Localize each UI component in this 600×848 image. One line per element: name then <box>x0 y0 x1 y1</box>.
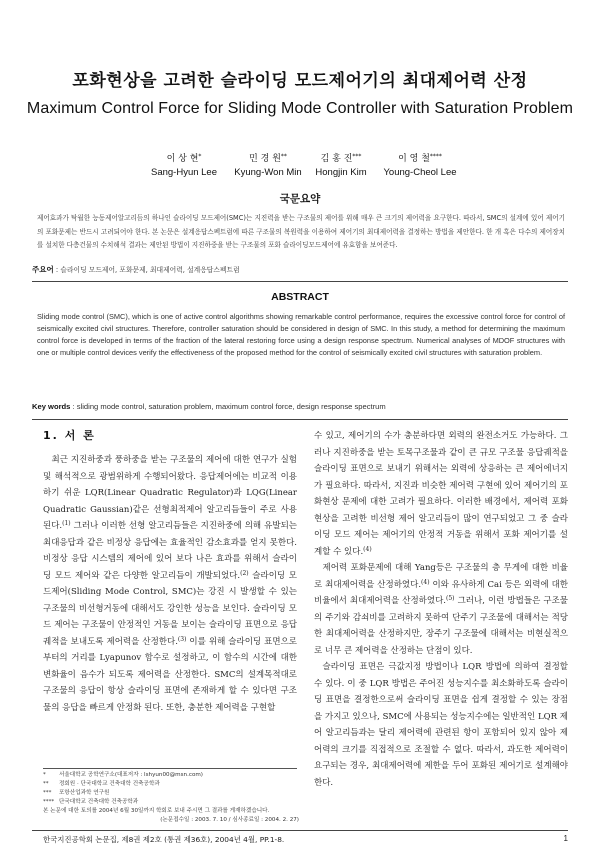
citation-ref: (5) <box>446 595 455 602</box>
section-heading <box>43 427 96 443</box>
author-2-korean: 민 경 원 <box>249 154 281 164</box>
section-title: 서 론 <box>64 429 96 442</box>
page-number: 1 <box>563 834 568 843</box>
footnote: * 서울대학교 공학연구소(대표저자 : lshyun00@msn.com) <box>43 772 203 778</box>
korean-abstract-text: 제어효과가 탁월한 능동제어알고리듬의 하나인 슬라이딩 모드제어(SMC)는 지진력을 받는 구조물의 제어를 위해 매우 큰 크기의 제어력을 요구한다. 따라서, SMC의 설계에 있어 제어기의 포화문제는 반드시 고려되어야 한다. 본 논문은 설계응답스펙트럼에 따른 구조물의 복원력을 이용하여 제어기의 최대제어력을 결정하는 방법을 제안한다. 한 개 혹은 다수의 제어장치를 설치한 다층건물의 수치해석 결과는 제안된 방법이 지진하중을 받는 구조물의 포화 슬라이딩모드제어에 유효함을 보여준다. <box>37 214 565 249</box>
divider-after-korean-abstract <box>32 281 568 282</box>
footer-divider <box>32 830 568 831</box>
korean-keywords-label: 주요어 <box>32 265 54 274</box>
author-1-korean: 이 상 현 <box>166 154 199 164</box>
author-2-english: Kyung-Won Min <box>234 167 302 178</box>
author-3-mark: *** <box>352 153 362 160</box>
citation-ref: (1) <box>62 520 71 527</box>
author-4-english: Young-Cheol Lee <box>383 167 457 178</box>
author-3-english: Hongjin Kim <box>315 167 367 178</box>
footnote-dates: (논문접수일 : 2003. 7. 10 / 심사종료일 : 2004. 2. 27) <box>160 817 299 823</box>
author-3-korean: 김 홍 진 <box>320 154 353 164</box>
footnote: ** 정회원 · 단국대학교 건축대학 건축공학과 <box>43 781 160 787</box>
english-keywords-text: : sliding mode control, saturation problem, maximum control force, design response spectrum <box>72 402 386 411</box>
author-4 <box>365 152 475 180</box>
author-1-english: Sang-Hyun Lee <box>150 167 218 178</box>
footnote-discussion: 본 논문에 대한 토의를 2004년 6월 30일까지 학회로 보내 주시면 그 결과를 게재하겠습니다. <box>43 808 270 814</box>
citation-ref: (4) <box>421 578 430 586</box>
divider-before-body <box>32 419 568 420</box>
body-paragraph: 제어력 포화문제에 대해 Yang등은 구조물의 층 무게에 대한 비율로 최대제어력을 산정하였다.$^{(4)}$ 이와 유사하게 Cai 등은 외력에 대한 비율에서 최대제어력을 산정하였다.$^{(5)}$ 그러나, 이런 방법들은 구조물의 주기와 감쇠비를 고려하지 못하여 단주기 구조물에 대해서는 적당한 최대제어력을 산정하지만, 장주기 구조물에 대해서는 비현실적으로 너무 큰 제어력을 산정하는 단점이 있다. <box>314 563 568 656</box>
korean-keywords <box>32 263 572 277</box>
english-keywords-label: Key words <box>32 402 71 411</box>
title-english: Maximum Control Force for Sliding Mode Controller with Saturation Problem <box>26 100 574 117</box>
journal-footer: 한국지진공학회 논문집, 제8권 제2호 (통권 제36호), 2004년 4월, PP.1-8. <box>43 835 285 844</box>
korean-abstract-heading: 국문요약 <box>279 193 321 205</box>
footnote: **** 단국대학교 건축대학 건축공학과 <box>43 799 139 805</box>
body-paragraph: 최근 지진하중과 풍하중을 받는 구조물의 제어에 대한 연구가 실험 및 해석적으로 광범위하게 수행되어왔다. 응답제어에는 비교적 이용하기 쉬운 LQR(Linear Quadratic Regulator)과 LQG(Linear Quadratic Gaussian)같은 선형최적제어 알고리듬들이 주로 사용된다.$^{(1)}$ 그러나 이러한 선형 알고리듬들은 지진하중에 의해 유발되는 최대응답과 같은 비정상 응답에는 효율적인 감소효과를 얻지 못한다. 비정상 응답 시스템의 제어에 있어 보다 나은 효과를 위해서 슬라이딩 모드 제어와 같은 다양한 알고리듬이 개발되었다.$^{(2)}$ 슬라이딩 모드제어(Sliding Mode Control, SMC)는 강진 시 발생할 수 있는 구조물의 비선형거동에 대해서도 강인한 성능을 보인다. 슬라이딩 모드 제어는 구조물이 안정적인 거동을 보이는 슬라이딩 표면으로 응답궤적을 보내도록 제어력을 산정한다.$^{(3)}$ 이를 위해 슬라이딩 표면으로부터의 거리를 Lyapunov 함수로 설정하고, 이 함수의 시간에 대한 변화율이 음수가 되도록 제어력을 산정한다. SMC의 설계목적대로 구조물의 응답이 항상 슬라이딩 표면에 존재하게 할 수 있다면 구조물의 응답을 빠르게 안정화 된다. 또한, 충분한 제어력을 구현할 <box>43 455 297 713</box>
author-2-mark: ** <box>280 153 287 160</box>
english-keywords <box>32 402 572 411</box>
author-4-mark: **** <box>429 153 442 160</box>
citation-ref: (4) <box>363 545 372 553</box>
body-column-left <box>43 452 297 716</box>
body-column-right <box>314 428 568 791</box>
body-paragraph: 수 있고, 제어기의 수가 충분하다면 외력의 완전소거도 가능하다. 그러나 지진하중을 받는 토목구조물과 같이 큰 규모 구조물 응답궤적을 슬라이딩 표면으로 보내기 위해서는 외력에 상응하는 큰 제어에너지가 필요하다. 따라서, 지진과 비슷한 제어력 구현에 있어 제어기의 포화현상 문제에 대한 고려가 필요하다. 이러한 배경에서, 제어력 포화현상을 고려한 비선형 제어 알고리듬이 많이 연구되었고 그 중 슬라이딩 모드 제어는 제어기의 안정적 거동을 위해서 포화 제어기를 설계할 수 있다.$^{(4)}$ <box>314 431 568 557</box>
footnotes <box>43 771 299 825</box>
author-4-korean: 이 영 철 <box>398 154 430 164</box>
section-number: 1. <box>43 429 59 442</box>
author-list <box>0 152 600 186</box>
body-paragraph: 슬라이딩 표면은 극값지정 방법이나 LQR 방법에 의하여 결정할 수 있다. 이 중 LQR 방법은 주어진 성능지수를 최소화하도록 슬라이딩 표면을 결정한으로써 슬라이딩 표면을 쉽게 결정할 수 있는 장점을 가지고 있으나, SMC에 사용되는 성능지수에는 일반적인 LQR 제어 알고리듬과는 달리 제어력에 관련된 항이 포함되어 있지 않아 제어력의 크기를 직접적으로 조절할 수 없다. 따라서, 과도한 제어력이 요구되는 경우, 최대제어력에 제한을 두어 포화된 제어기로 설계해야 한다. <box>314 662 568 788</box>
english-abstract-text: Sliding mode control (SMC), which is one of active control algorithms showing remarkable control performance, requires the excessive control force for control of seismically excited civil structures. Therefore, controller saturation should be considered in design of SMC. In this study, a method for determining the maximum control force is developed in terms of the fraction of the lateral restoring force using a design response spectrum. Numerical analyses of MDOF structures with one or multiple control devices verify the effectiveness of the proposed method for the control of seismically excited civil structures with saturation problem. <box>37 312 565 357</box>
citation-ref: (2) <box>240 569 249 577</box>
citation-ref: (3) <box>177 635 187 643</box>
title-korean: 포화현상을 고려한 슬라이딩 모드제어기의 최대제어력 산정 <box>72 71 528 91</box>
author-1-mark: * <box>198 153 202 160</box>
english-abstract-heading: ABSTRACT <box>271 291 329 303</box>
korean-keywords-text: : 슬라이딩 모드제어, 포화문제, 최대제어력, 설계응답스펙트럼 <box>55 266 240 274</box>
footnote: *** 포항산업과학 연구원 <box>43 790 110 796</box>
footnote-divider <box>43 768 297 769</box>
